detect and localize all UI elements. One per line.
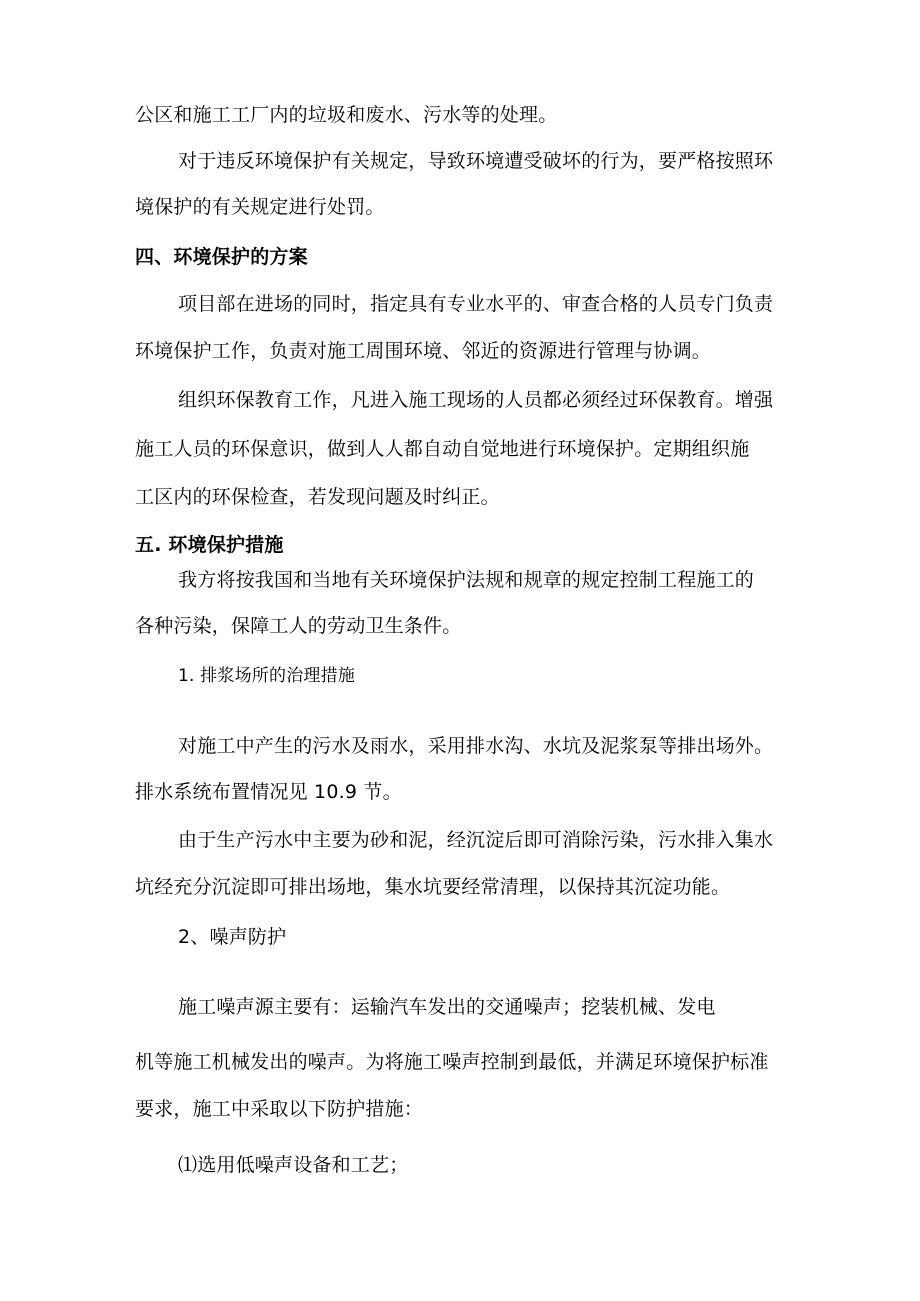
paragraph-line: 对于违反环境保护有关规定，导致环境遭受破坏的行为，要严格按照环 xyxy=(178,150,774,172)
text-line: 要求，施工中采取以下防护措施： xyxy=(135,1098,424,1120)
paragraph-line: 由于生产污水中主要为砂和泥，经沉淀后即可消除污染，污水排入集水 xyxy=(178,829,774,851)
text-line: 各种污染，保障工人的劳动卫生条件。 xyxy=(135,615,462,637)
paragraph-line: 对施工中产生的污水及雨水，采用排水沟、水坑及泥浆泵等排出场外。 xyxy=(178,735,774,757)
text-line: 公区和施工工厂内的垃圾和废水、污水等的处理。 xyxy=(135,104,558,126)
paragraph-line: 我方将按我国和当地有关环境保护法规和规章的规定控制工程施工的 xyxy=(178,569,755,591)
text-line: 境保护的有关规定进行处罚。 xyxy=(135,196,385,218)
text-line: 坑经充分沉淀即可排出场地，集水坑要经常清理，以保持其沉淀功能。 xyxy=(135,876,731,898)
text-line: 施工人员的环保意识，做到人人都自动自觉地进行环境保护。定期组织施 xyxy=(135,438,750,460)
list-item: ⑴选用低噪声设备和工艺； xyxy=(178,1154,409,1176)
text-line: 排水系统布置情况见 10.9 节。 xyxy=(135,781,402,803)
section-heading: 四、环境保护的方案 xyxy=(135,246,308,268)
subsection-heading: 1. 排浆场所的治理措施 xyxy=(178,666,356,686)
paragraph-line: 项目部在进场的同时，指定具有专业水平的、审查合格的人员专门负责 xyxy=(178,293,774,315)
text-line: 机等施工机械发出的噪声。为将施工噪声控制到最低，并满足环境保护标准 xyxy=(135,1051,769,1073)
subsection-heading: 2、噪声防护 xyxy=(178,926,287,948)
text-line: 环境保护工作，负责对施工周围环境、邻近的资源进行管理与协调。 xyxy=(135,340,712,362)
paragraph-line: 组织环保教育工作，凡进入施工现场的人员都必须经过环保教育。增强 xyxy=(178,389,774,411)
text-line: 工区内的环保检查，若发现问题及时纠正。 xyxy=(135,486,500,508)
paragraph-line: 施工噪声源主要有：运输汽车发出的交通噪声；挖装机械、发电 xyxy=(178,996,716,1018)
section-heading: 五. 环境保护措施 xyxy=(135,534,284,556)
